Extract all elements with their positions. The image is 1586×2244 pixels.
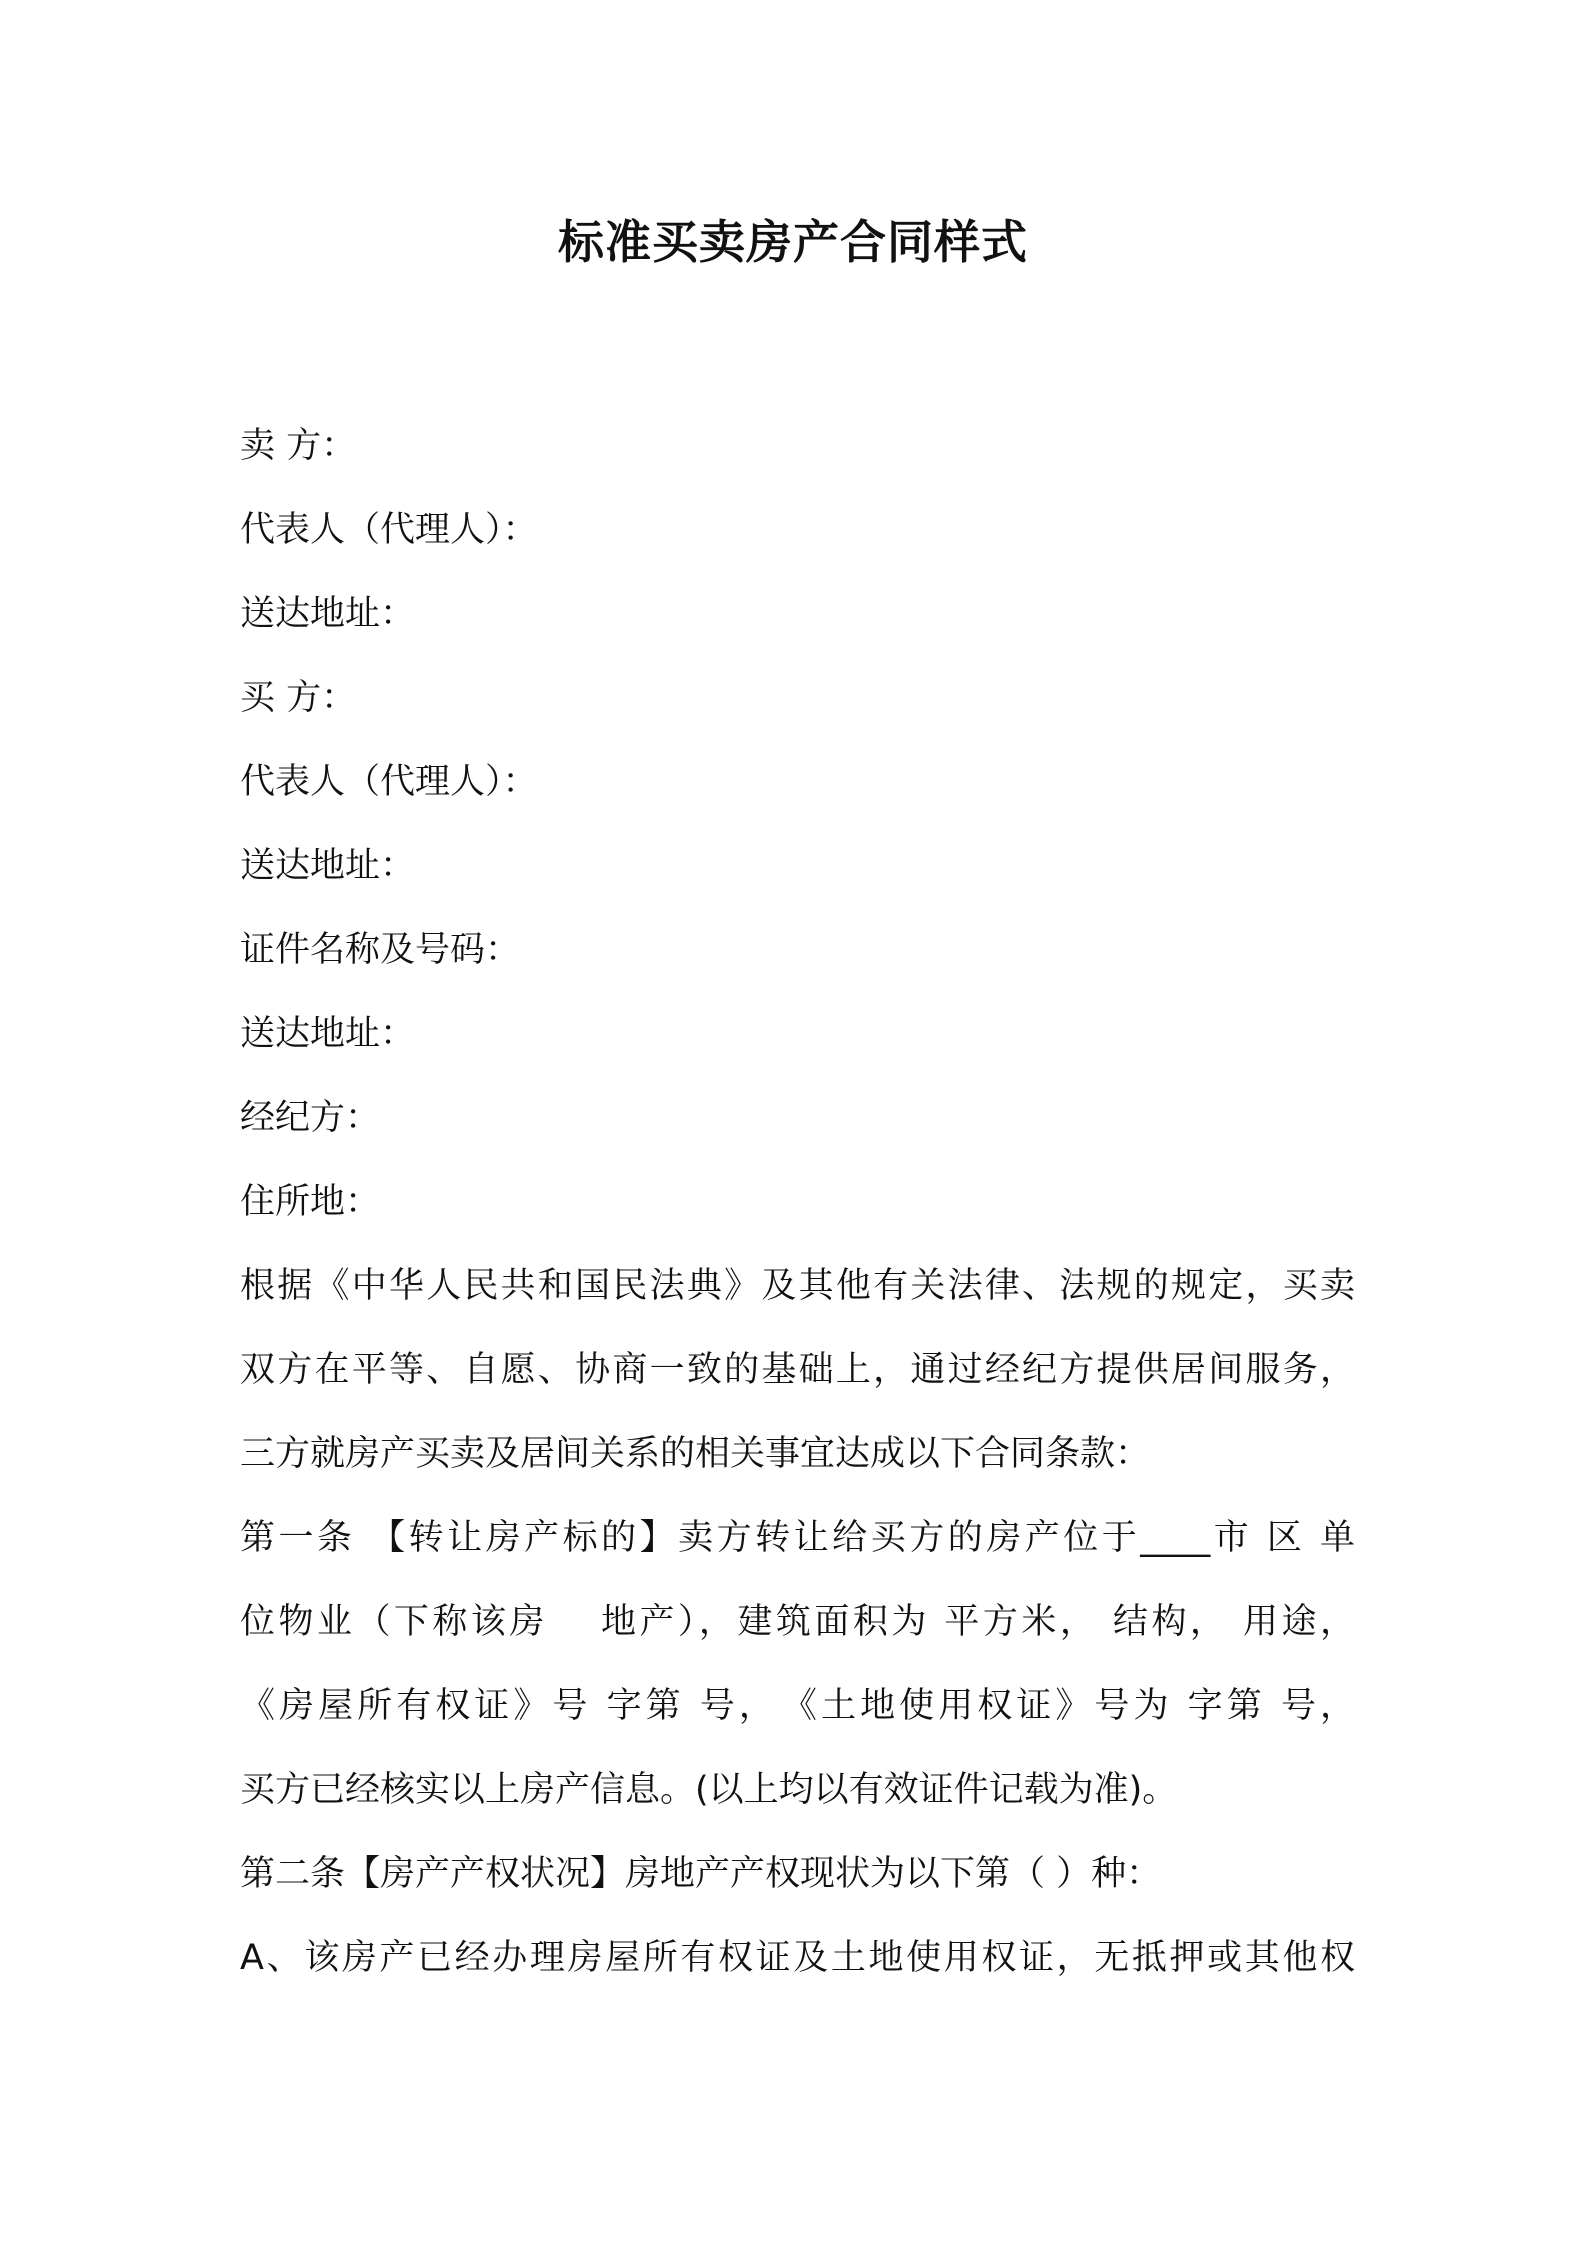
article-2-line-1: 第二条【房产产权状况】房地产产权现状为以下第（ ）种：: [240, 1854, 1162, 1894]
buyer-address-line-2: 送达地址：: [240, 1014, 416, 1054]
article-1-line-3: 《房屋所有权证》号 字第 号， 《土地使用权证》号为 字第 号，: [240, 1686, 1355, 1726]
preamble-line-2: 双方在平等、自愿、协商一致的基础上，通过经纪方提供居间服务，: [240, 1350, 1355, 1390]
domicile-line: 住所地：: [240, 1182, 381, 1222]
article-1-line-4: 买方已经核实以上房产信息。(以上均以有效证件记载为准)。: [240, 1770, 1178, 1810]
document-body: [240, 404, 1355, 2000]
preamble-line-1: 根据《中华人民共和国民法典》及其他有关法律、法规的规定，买卖: [240, 1266, 1355, 1306]
preamble-line-3: 三方就房产买卖及居间关系的相关事宜达成以下合同条款：: [240, 1434, 1151, 1474]
article-1-line-1: 第一条 【转让房产标的】卖方转让给买方的房产位于____市 区 单: [240, 1518, 1355, 1558]
seller-address-line: 送达地址：: [240, 594, 416, 634]
article-1-line-2: 位物业（下称该房 地产），建筑面积为 平方米， 结构， 用途，: [240, 1602, 1355, 1642]
buyer-address-line: 送达地址：: [240, 846, 416, 886]
buyer-line: 买 方：: [240, 678, 357, 718]
agent-line: 经纪方：: [240, 1098, 381, 1138]
document-title: 标准买卖房产合同样式: [558, 215, 1028, 269]
seller-line: 卖 方：: [240, 426, 357, 466]
buyer-representative-line: 代表人（代理人）：: [240, 762, 538, 802]
seller-representative-line: 代表人（代理人）：: [240, 510, 538, 550]
article-2-option-a: A、该房产已经办理房屋所有权证及土地使用权证，无抵押或其他权: [240, 1938, 1355, 1978]
id-document-line: 证件名称及号码：: [240, 930, 521, 970]
